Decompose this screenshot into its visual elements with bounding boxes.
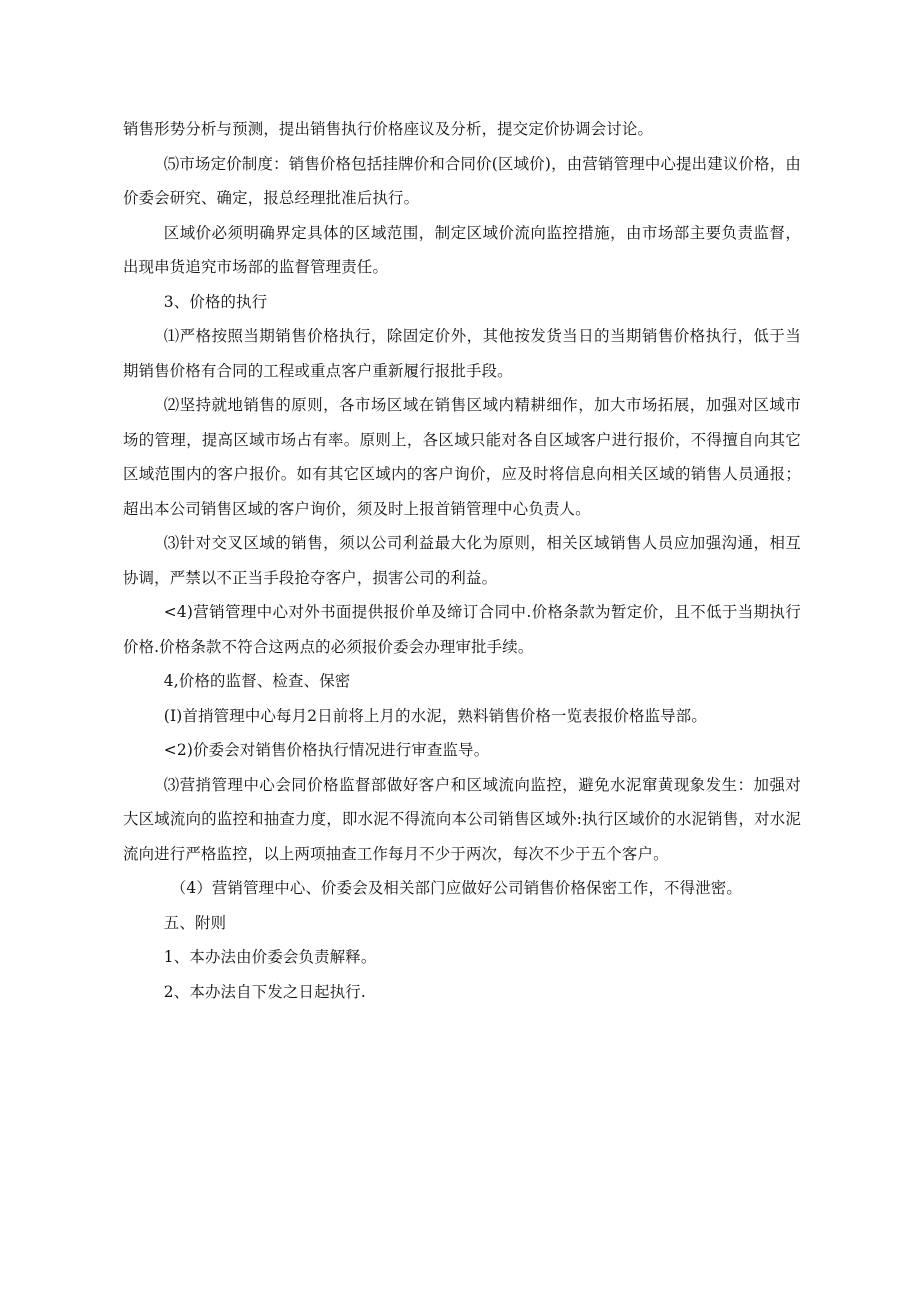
document-body bbox=[123, 112, 801, 1009]
paragraph: ⑸市场定价制度：销售价格包括挂牌价和合同价(区域价)，由营销管理中心提出建议价格，由价委会研究、确定，报总经理批准后执行。 bbox=[123, 154, 801, 207]
paragraph: （4）营销管理中心、价委会及相关部门应做好公司销售价格保密工作，不得泄密。 bbox=[170, 879, 742, 897]
section-heading: 3、价格的执行 bbox=[163, 292, 268, 311]
paragraph: ⑴严格按照当期销售价格执行，除固定价外，其他按发货当日的当期销售价格执行，低于当期销售价格有合同的工程或重点客户重新履行报批手段。 bbox=[123, 327, 801, 380]
section-heading: 4,价格的监督、检查、保密 bbox=[163, 672, 351, 690]
paragraph: 1、本办法由价委会负责解释。 bbox=[163, 948, 377, 966]
paragraph: ⑵坚持就地销售的原则，各市场区域在销售区域内精耕细作，加大市场拓展，加强对区域市场的管理，提高区域市场占有率。原则上，各区域只能对各自区域客户进行报价，不得擅自向其它区域范围内的客户报价。如有其它区域内的客户询价，应及时将信息向相关区域的销售人员通报；超出本公司销售区域的客户询价，须及时上报首销管理中心负责人。 bbox=[123, 396, 801, 518]
paragraph: <4)营销管理中心对外书面提供报价单及缔订合同中.价格条款为暂定价，且不低于当期执行价格.价格条款不符合这两点的必须报价委会办理审批手续。 bbox=[123, 603, 801, 656]
paragraph: ⑶针对交叉区域的销售，须以公司利益最大化为原则，相关区域销售人员应加强沟通，相互协调，严禁以不正当手段抢夺客户，损害公司的利益。 bbox=[123, 534, 801, 587]
paragraph: ⑶营捎管理中心会同价格监督部做好客户和区域流向监控，避免水泥窜黄现象发生：加强对大区域流向的监控和抽查力度，即水泥不得流向本公司销售区域外:执行区域价的水泥销售，对水泥流向进行严格监控，以上两项抽查工作每月不少于两次，每次不少于五个客户。 bbox=[123, 775, 801, 863]
paragraph: (I)首捎管理中心每月2日前将上月的水泥，熟料销售价格一览表报价格监导部。 bbox=[163, 706, 707, 725]
paragraph: 2、本办法自下发之日起执行. bbox=[163, 982, 366, 1001]
section-heading: 五、附则 bbox=[163, 913, 227, 932]
paragraph: <2)价委会对销售价格执行情况进行审查监导。 bbox=[163, 741, 490, 759]
paragraph: 销售形势分析与预测，提出销售执行价格座议及分析，提交定价协调会讨论。 bbox=[123, 120, 654, 138]
paragraph: 区域价必须明确界定具体的区域范围，制定区域价流向监控措施，由市场部主要负责监督，出现串货追究市场部的监督管理责任。 bbox=[123, 223, 801, 276]
